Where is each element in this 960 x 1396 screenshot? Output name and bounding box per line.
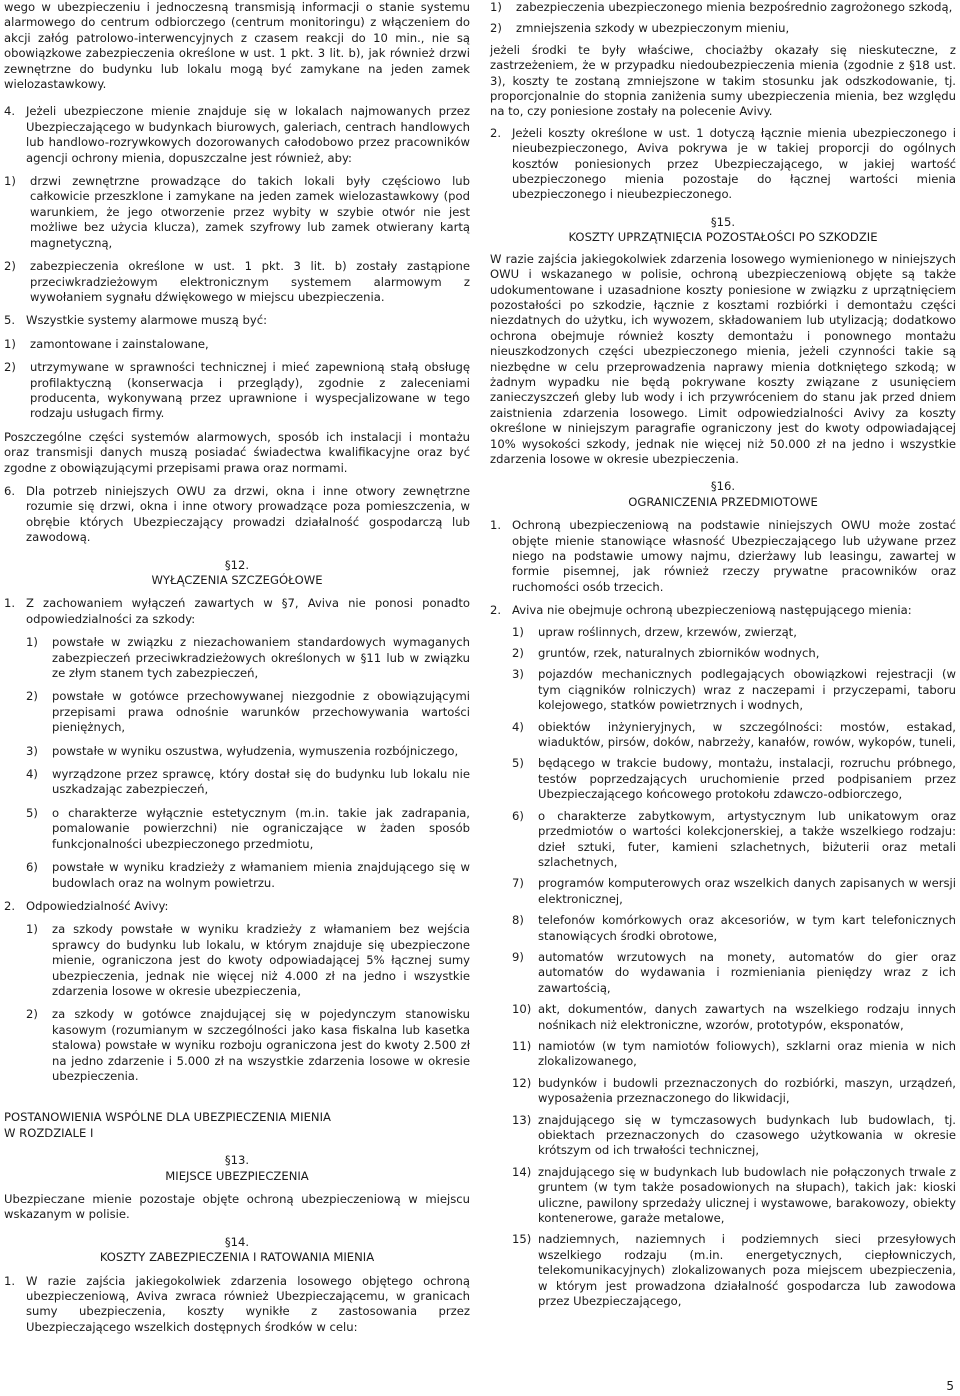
item-number: 6) [26,860,38,875]
item-text: obiektów inżynieryjnych, w szczególności: mostów, estakad, wiaduktów, pirsów, doków, nabrzeży, kanałów, rowów, wykopów, tuneli, [538,719,956,750]
right-column [490,0,956,1309]
point-number: 1. [490,518,502,533]
point-number: 2. [4,898,16,913]
item-text: wyrządzone przez sprawcę, który dostał się do budynku lub lokalu nie uszkadzając zabezpieczeń, [52,767,470,797]
section-14-number: §14. [224,1234,250,1249]
point-text: Aviva nie obejmuje ochroną ubezpieczeniową następującego mienia: [512,603,912,618]
item-text: automatów wrzutowych na monety, automatów do gier oraz automatów do wydawania i rozmieniania pieniędzy wraz z ich zawartością, [538,949,956,995]
list-item [512,720,956,751]
point-number: 4. [4,104,16,119]
item-text: znajdującego się w budynkach lub budowlach nie połączonych trwale z gruntem (w tym także posadowionych na słupach), takich jak: kioski uliczne, pawilony sprzedaży ulicznej i wystawowe, barakowozy, obiekty kontenerowe, garaże metalowe, [538,1164,956,1226]
point-text: Dla potrzeb niniejszych OWU za drzwi, okna i inne otwory zewnętrzne rozumie się drzwi, okna i inne otwory prowadzące poza pomieszczenia, w obrębie których Ubezpieczający prowadzi działalność gospodarczą lub zawodową. [26,483,470,545]
list-item [512,1076,956,1107]
item-text: gruntów, rzek, naturalnych zbiorników wodnych, [538,646,820,661]
item-text: zabezpieczenia ubezpieczonego mienia bezpośrednio zagrożonego szkodą, [516,0,953,14]
item-number: 1) [4,336,16,351]
item-text: za szkody powstałe w wyniku kradzieży z włamaniem bez wejścia sprawcy do budynku lub lokalu, w którym znajduje się ubezpieczone mienie, ograniczona jest do kwoty odpowiadającej 5% łącznej sumy ubezpieczenia, jednak nie więcej niż 4.000 zł na jedno i wszystkie zdarzenia losowe w okresie ubezpieczenia, [52,922,470,998]
item-number: 15) [512,1232,532,1247]
item-text: zmniejszenia szkody w ubezpieczonym mieniu, [516,21,790,36]
item-text: powstałe w wyniku kradzieży z włamaniem mienia znajdującego się w budowlach oraz na wolnym powietrzu. [52,860,470,890]
point-number: 6. [4,483,16,498]
item-number: 2) [26,689,38,704]
point-text: W razie zajścia jakiegokolwiek zdarzenia losowego objętego ochroną ubezpieczeniową, Aviva zwraca również Ubezpieczającemu, w granicach sumy ubezpieczenia, koszty wynikłe z zastosowania przez Ubezpieczającego wszelkich dostępnych środków w celu: [26,1273,470,1334]
list-item [512,646,956,661]
item-text: drzwi zewnętrzne prowadzące do takich lokali były częściowo lub całkowicie przeszklone i zamykane na jeden zamek wielozastawkowy (pod warunkiem, że jego otworzenie przez wybity w szybie otwór nie jest możliwe bez użycia klucza), zamek szyfrowy lub zamek otwierany kartą magnetyczną, [30,174,470,250]
point-6 [4,484,470,546]
list-item [26,689,470,735]
section-13-title: MIEJSCE UBEZPIECZENIA [165,1168,309,1183]
item-text: powstałe w związku z niezachowaniem standardowych wymaganych zabezpieczeń przeciwkradzieżowych określonych w §11 lub w związku ze złym stanem tych zabezpieczeń, [52,635,470,681]
item-text: namiotów (w tym namiotów foliowych), szklarni oraz mienia w nich zlokalizowanego, [538,1038,956,1069]
point-number: 1. [4,596,16,611]
point-text: Z zachowaniem wyłączeń zawartych w §7, Aviva nie ponosi ponadto odpowiedzialności za szkody: [26,596,470,626]
list-item [512,809,956,871]
list-item [512,913,956,944]
item-text: utrzymywane w sprawności technicznej i mieć zapewnioną stałą obsługę profilaktyczną (konserwacja i przeglądy), zgodnie z zaleceniami producenta, wykonywaną przez uprawnione i wyspecjalizowane w tego rodzaju usługach firmy. [30,360,470,421]
item-number: 5) [26,805,38,820]
list-item [512,1039,956,1070]
section-15-title: KOSZTY UPRZĄTNIĘCIA POZOSTAŁOŚCI PO SZKODZIE [568,230,878,245]
item-number: 11) [512,1038,532,1053]
item-number: 2) [4,259,16,274]
item-number: 7) [512,876,524,891]
common-provisions-heading: POSTANOWIENIA WSPÓLNE DLA UBEZPIECZENIA MIENIA [4,1110,331,1125]
section-14-title: KOSZTY ZABEZPIECZENIA I RATOWANIA MIENIA [99,1250,375,1265]
item-text: o charakterze zabytkowym, artystycznym lub unikatowym oraz przedmiotów o wartości kolekcjonerskiej, a także wszelkiego rodzaju: dzieł sztuki, futer, kamieni szlachetnych, biżuterii oraz metali szlachetnych, [538,808,956,869]
list-item [490,0,956,15]
section-16-point-1 [490,518,956,595]
list-item [26,767,470,798]
list-item [512,1002,956,1033]
list-item [26,806,470,852]
item-number: 1) [26,922,38,937]
list-item [512,1113,956,1159]
list-item [26,860,470,891]
item-text: zamontowane i zainstalowane, [30,336,209,351]
list-item [490,21,956,36]
item-number: 4) [26,767,38,782]
item-text: zabezpieczenia określone w ust. 1 pkt. 3 lit. b) zostały zastąpione przeciwkradzieżowym elektronicznym systemem alarmowym z wywołaniem sygnału dźwiękowego w miejscu ubezpieczenia. [30,259,470,304]
intro-paragraph: wego w ubezpieczeniu i jednoczesną transmisją informacji o stanie systemu alarmowego do centrum odbiorczego (centrum monitoringu) z włączeniem do akcji załóg patrolowo-interwencyjnych z czasem reakcji do 10 min., nie są obowiązkowe zabezpieczenia określone w ust. 1 pkt. 3 lit. b), jak również drzwi zewnętrzne do budynku lub lokalu mogą być zamykane na jeden zamek wielozastawkowy. [4,0,470,92]
item-number: 2) [490,21,502,36]
left-column [4,0,470,1335]
item-number: 9) [512,949,524,964]
list-item [4,360,470,422]
section-16-point-2 [490,603,956,618]
section-12-number: §12. [224,557,250,572]
list-item [512,876,956,907]
item-text: powstałe w gotówce przechowywanej niezgodnie z obowiązującymi przepisami prawa odnośnie warunków przechowywania wartości pieniężnych, [52,689,470,735]
page-number: 5 [946,1378,954,1393]
point-text: Ochroną ubezpieczeniową na podstawie niniejszych OWU może zostać objęte mienie stanowiące własność Ubezpieczającego lub używane przez niego na podstawie umowy najmu, dzierżawy lub leasingu, zawartej w formie pisemnej, jak również rzeczy prywatne pracowników oraz ruchomości osób trzecich. [512,518,956,594]
point-5 [4,313,470,328]
item-text: powstałe w wyniku oszustwa, wyłudzenia, wymuszenia rozbójniczego, [52,743,459,758]
item-text: znajdującego się w tymczasowych budynkach lub budowlach, tj. obiektach przeznaczonych do czasowego użytkowania w okresie krótszym od ich trwałości technicznej, [538,1112,956,1158]
point-number: 5. [4,313,16,328]
section-14-point-2 [490,126,956,203]
item-number: 13) [512,1112,532,1127]
list-item [26,744,470,759]
common-provisions-subheading: W ROZDZIALE I [4,1125,94,1140]
point-4 [4,104,470,166]
item-number: 1) [4,174,16,189]
item-text: będącego w trakcie budowy, montażu, instalacji, rozruchu próbnego, testów poprzedzających uruchomienie przed podpisaniem przez Ubezpieczającego końcowego protokołu zdawczo-odbiorczego, [538,756,956,802]
item-text: o charakterze wyłącznie estetycznym (m.in. takie jak zadrapania, pomalowanie powierzchni) nie ograniczające w żaden sposób funkcjonalności ubezpieczonego przedmiotu, [52,805,470,851]
point-text: Jeżeli ubezpieczone mienie znajduje się w lokalach najmowanych przez Ubezpieczającego w budynkach biurowych, galeriach, centrach handlowych lub handlowo-rozrywkowych dozorowanych całodobowo przez pracowników agencji ochrony mienia, dopuszczalne jest również, aby: [26,104,470,165]
point-5-note: Poszczególne części systemów alarmowych, sposób ich instalacji i montażu oraz transmisji danych muszą posiadać świadectwa kwalifikacyjne oraz być zgodne z obowiązującymi przepisami prawa oraz normami. [4,429,470,475]
list-item [26,1007,470,1084]
list-item [4,174,470,251]
item-number: 8) [512,913,524,928]
item-text: telefonów komórkowych oraz akcesoriów, w tym kart telefonicznych stanowiących środki obrotowe, [538,913,956,943]
item-number: 10) [512,1002,532,1017]
item-number: 1) [490,0,502,14]
section-13-number: §13. [224,1153,250,1168]
point-number: 2. [490,125,502,140]
section-12-point-1 [4,596,470,627]
section-14-point-1 [4,1274,470,1336]
point-text: Wszystkie systemy alarmowe muszą być: [26,313,267,328]
section-15-number: §15. [710,214,736,229]
item-text: nadziemnych, naziemnych i podziemnych sieci przesyłowych wszelkiego rodzaju (m.in. energetycznych, ciepłowniczych, telekomunikacyjnych) zlokalizowanych poza miejscem ubezpieczenia, w którym jest prowadzona działalność gospodarcza lub zawodowa przez Ubezpieczającego, [538,1232,956,1309]
section-15-text: W razie zajścia jakiegokolwiek zdarzenia losowego wymienionego w niniejszych OWU i wskazanego w polisie, ochroną ubezpieczeniową objęte są także udokumentowane i uzasadnione koszty poniesione w związku z uprzątnięciem pozostałości po szkodzie, łącznie z kosztami rozbiórki i demontażu części niezdatnych do użytku, ich wywozem, składowaniem lub utylizacją; dodatkowo ochrona obejmuje również koszty demontażu i ponownego montażu nieuszkodzonych części ubezpieczonego mienia, jeżeli czynności takie są niezbędne w celu przeprowadzenia naprawy mienia dotkniętego szkodą; w żadnym wypadku nie będą pokrywane koszty związane z usunięciem zanieczyszczeń gleby lub wody i ich przywróceniem do stanu jak przed dniem zaistnienia zdarzenia losowego. Limit odpowiedzialności Avivy za koszty określone w niniejszym paragrafie ograniczony jest do kwoty odpowiadającej 10% wysokości szkody, jednak nie więcej niż 50.000 zł na jedno i wszystkie zdarzenia losowe w okresie ubezpieczenia. [490,251,956,466]
list-item [4,259,470,305]
item-number: 6) [512,808,524,823]
item-number: 1) [26,635,38,650]
item-number: 2) [26,1007,38,1022]
section-16-title: OGRANICZENIA PRZEDMIOTOWE [628,494,818,509]
item-text: pojazdów mechanicznych podlegających obowiązkowi rejestracji (w tym ciągników rolniczych) wraz z naczepami i przyczepami, taboru kolejowego, statków powietrznych i wodnych, [538,667,956,713]
item-text: akt, dokumentów, danych zawartych na wszelkiego rodzaju innych nośnikach niż elektroniczne, wzorów, prototypów, eksponatów, [538,1002,956,1032]
list-item [512,1232,956,1309]
item-number: 12) [512,1075,532,1090]
item-text: za szkody w gotówce znajdującej się w pojedynczym stanowisku kasowym (rozumianym w szczególności jako kasa fiskalna lub kasetka stalowa) powstałe w wyniku rozboju ograniczona jest do kwoty 2.500 zł na jedno zdarzenie i 5.000 zł na wszystkie zdarzenia losowe w okresie ubezpieczenia. [52,1007,470,1083]
section-12-title: WYŁĄCZENIA SZCZEGÓŁOWE [151,573,323,587]
point-number: 2. [490,603,502,618]
item-number: 14) [512,1164,532,1179]
section-14-note: jeżeli środki te były właściwe, chociażby okazały się nieskuteczne, z zastrzeżeniem, że w przypadku niedoubezpieczenia mienia (zgodnie z §18 ust. 3), koszty te zostaną zmniejszone w takim stosunku jak odszkodowanie, tj. proporcjonalnie do stopnia zaniżenia sumy ubezpieczenia mienia, bez względu na to, czy poniesione zostały na polecenie Avivy. [490,42,956,119]
list-item [26,635,470,681]
list-item [4,337,470,352]
list-item [512,756,956,802]
point-text: Jeżeli koszty określone w ust. 1 dotyczą łącznie mienia ubezpieczonego i nieubezpieczonego, Aviva pokrywa je w takiej proporcji do ogólnych kosztów poniesionych przez Ubezpieczającego, w jakiej wartość ubezpieczonego mienia pozostaje do łącznej wartości mienia ubezpieczonego i nieubezpieczonego. [512,125,956,202]
list-item [512,950,956,996]
list-item [512,1165,956,1227]
item-number: 2) [512,646,524,661]
item-number: 3) [512,667,524,682]
item-text: budynków i budowli przeznaczonych do rozbiórki, maszyn, urządzeń, wyposażenia przeznaczonego do likwidacji, [538,1075,956,1106]
item-number: 1) [512,624,524,639]
section-16-number: §16. [710,479,736,494]
item-number: 3) [26,743,38,758]
point-text: Odpowiedzialność Avivy: [26,898,169,913]
item-number: 5) [512,756,524,771]
section-12-point-2 [4,899,470,914]
section-13-text: Ubezpieczane mienie pozostaje objęte ochroną ubezpieczeniową w miejscu wskazanym w polisie. [4,1192,470,1222]
item-text: upraw roślinnych, drzew, krzewów, zwierząt, [538,624,797,639]
list-item [26,922,470,999]
list-item [512,625,956,640]
item-text: programów komputerowych oraz wszelkich danych zapisanych w wersji elektronicznej, [538,876,956,906]
list-item [512,667,956,713]
item-number: 2) [4,360,16,375]
item-number: 4) [512,719,524,734]
point-number: 1. [4,1273,16,1288]
